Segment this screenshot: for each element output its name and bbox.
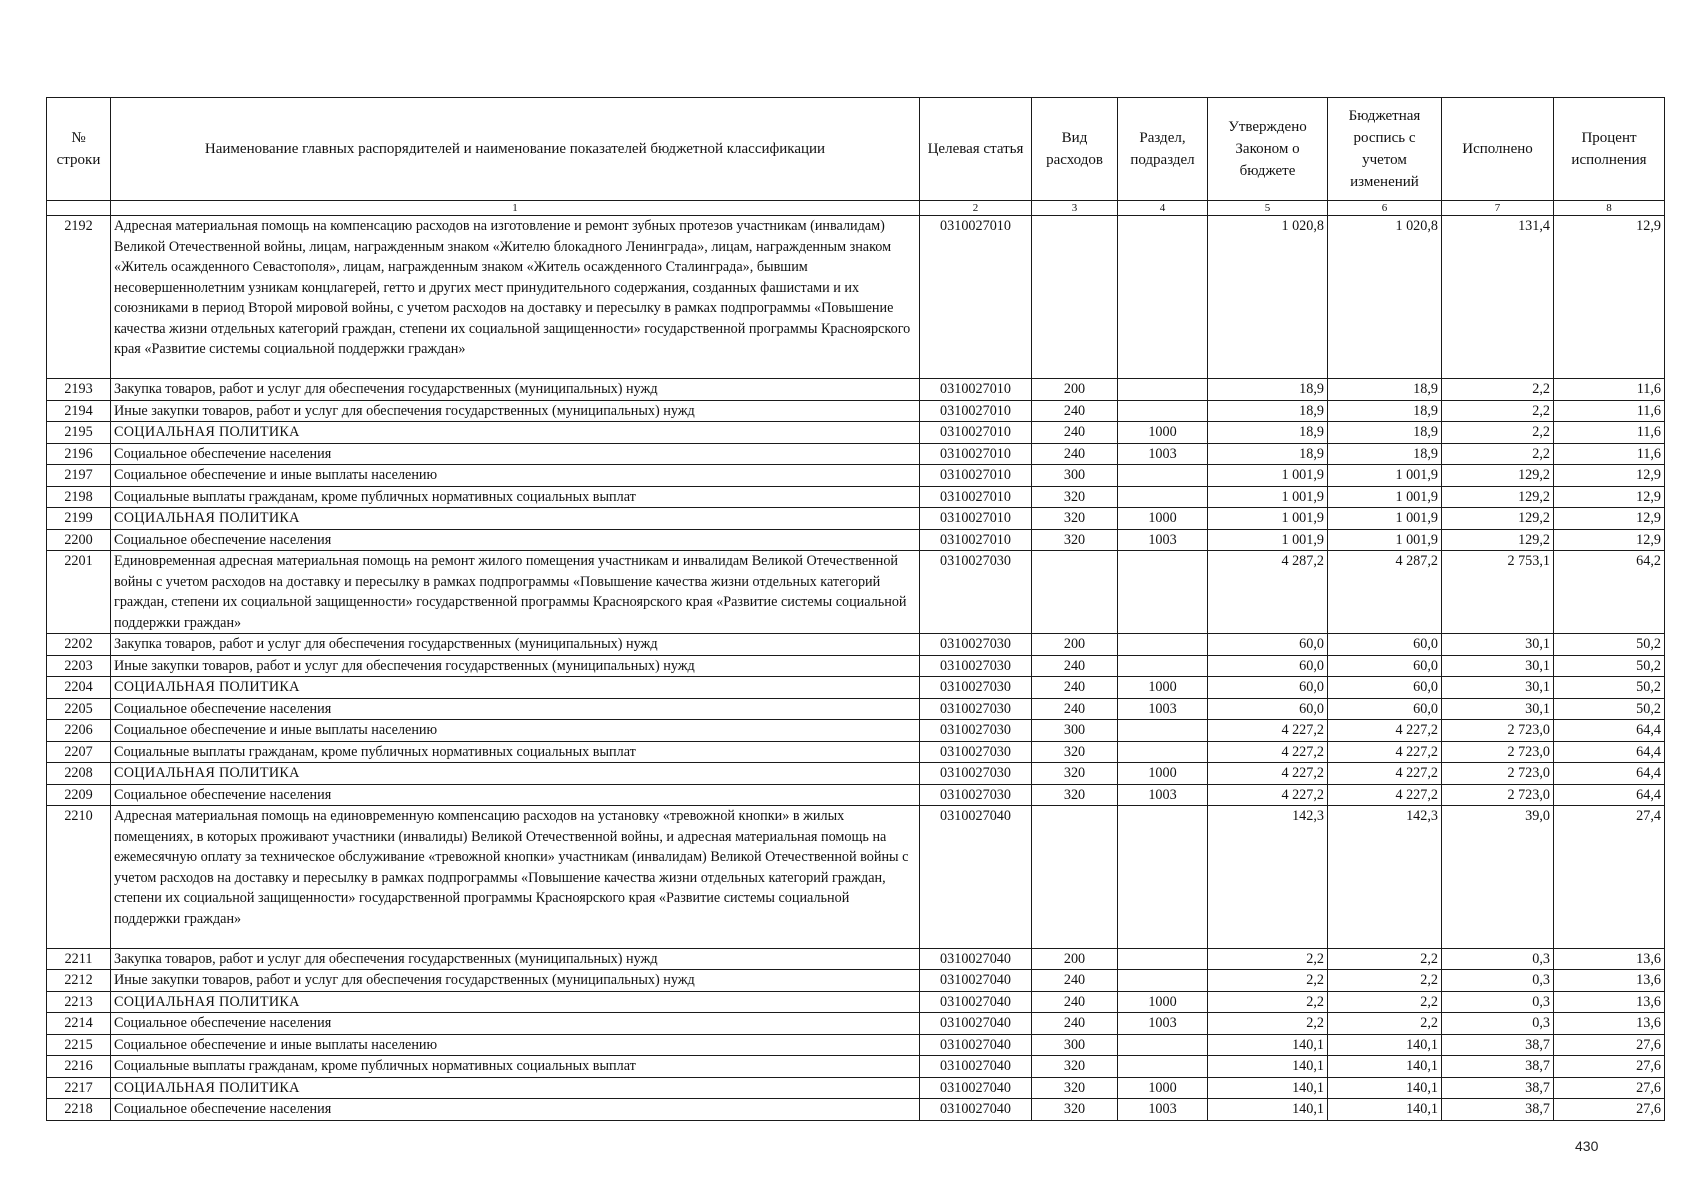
expense-kind-cell: 320 [1032,486,1118,508]
expense-kind-cell: 320 [1032,1077,1118,1099]
expense-kind-cell: 200 [1032,948,1118,970]
table-row [47,720,1665,742]
target-article-cell: 0310027040 [920,1034,1032,1056]
table-row [47,806,1665,949]
target-article-cell: 0310027030 [920,677,1032,699]
execution-percent-cell: 50,2 [1554,698,1665,720]
row-number-cell: 2199 [47,508,111,530]
section-subsection-cell [1118,551,1208,634]
expense-kind-cell: 320 [1032,508,1118,530]
indicator-name-cell: Социальное обеспечение населения [111,1099,920,1121]
col-number: 1 [111,201,920,216]
target-article-cell: 0310027040 [920,948,1032,970]
executed-amount-cell: 2 753,1 [1442,551,1554,634]
row-number-cell: 2193 [47,379,111,401]
approved-amount-cell: 18,9 [1208,379,1328,401]
section-subsection-cell [1118,1034,1208,1056]
row-number-cell: 2216 [47,1056,111,1078]
section-subsection-cell: 1003 [1118,443,1208,465]
execution-percent-cell: 64,4 [1554,720,1665,742]
col-number-empty [47,201,111,216]
executed-amount-cell: 129,2 [1442,529,1554,551]
executed-amount-cell: 129,2 [1442,486,1554,508]
budget-list-amount-cell: 18,9 [1328,379,1442,401]
section-subsection-cell: 1003 [1118,784,1208,806]
budget-list-amount-cell: 4 287,2 [1328,551,1442,634]
target-article-cell: 0310027010 [920,379,1032,401]
row-number-cell: 2215 [47,1034,111,1056]
expense-kind-cell: 240 [1032,655,1118,677]
header-row [47,98,1665,201]
target-article-cell: 0310027010 [920,508,1032,530]
col-number: 4 [1118,201,1208,216]
indicator-name-cell: Социальное обеспечение населения [111,784,920,806]
table-row [47,529,1665,551]
target-article-cell: 0310027010 [920,443,1032,465]
indicator-name-cell: СОЦИАЛЬНАЯ ПОЛИТИКА [111,1077,920,1099]
row-number-cell: 2212 [47,970,111,992]
target-article-cell: 0310027010 [920,400,1032,422]
table-row [47,1056,1665,1078]
table-row [47,216,1665,379]
target-article-cell: 0310027030 [920,720,1032,742]
approved-amount-cell: 18,9 [1208,443,1328,465]
approved-amount-cell: 140,1 [1208,1077,1328,1099]
section-subsection-cell [1118,655,1208,677]
col-header-target: Целевая статья [920,98,1032,201]
section-subsection-cell: 1000 [1118,508,1208,530]
executed-amount-cell: 30,1 [1442,634,1554,656]
indicator-name-cell: Социальное обеспечение населения [111,698,920,720]
executed-amount-cell: 38,7 [1442,1099,1554,1121]
row-number-cell: 2203 [47,655,111,677]
indicator-name-cell: Социальное обеспечение и иные выплаты населению [111,720,920,742]
table-row [47,948,1665,970]
expense-kind-cell: 240 [1032,422,1118,444]
expense-kind-cell: 240 [1032,1013,1118,1035]
target-article-cell: 0310027030 [920,634,1032,656]
budget-list-amount-cell: 18,9 [1328,422,1442,444]
section-subsection-cell [1118,486,1208,508]
execution-percent-cell: 13,6 [1554,991,1665,1013]
approved-amount-cell: 1 020,8 [1208,216,1328,379]
section-subsection-cell: 1000 [1118,677,1208,699]
section-subsection-cell [1118,379,1208,401]
expense-kind-cell [1032,806,1118,949]
table-row [47,1034,1665,1056]
approved-amount-cell: 4 287,2 [1208,551,1328,634]
indicator-name-cell: Иные закупки товаров, работ и услуг для обеспечения государственных (муниципальных) нужд [111,970,920,992]
executed-amount-cell: 0,3 [1442,991,1554,1013]
section-subsection-cell [1118,400,1208,422]
expense-kind-cell: 300 [1032,1034,1118,1056]
column-number-row [47,201,1665,216]
row-number-cell: 2192 [47,216,111,379]
expense-kind-cell: 240 [1032,677,1118,699]
target-article-cell: 0310027030 [920,551,1032,634]
execution-percent-cell: 64,2 [1554,551,1665,634]
executed-amount-cell: 0,3 [1442,1013,1554,1035]
row-number-cell: 2211 [47,948,111,970]
section-subsection-cell [1118,720,1208,742]
budget-list-amount-cell: 4 227,2 [1328,763,1442,785]
approved-amount-cell: 1 001,9 [1208,529,1328,551]
target-article-cell: 0310027010 [920,422,1032,444]
row-number-cell: 2207 [47,741,111,763]
col-header-percent: Процент исполнения [1554,98,1665,201]
indicator-name-cell: СОЦИАЛЬНАЯ ПОЛИТИКА [111,991,920,1013]
budget-list-amount-cell: 4 227,2 [1328,741,1442,763]
execution-percent-cell: 13,6 [1554,1013,1665,1035]
approved-amount-cell: 4 227,2 [1208,784,1328,806]
executed-amount-cell: 38,7 [1442,1077,1554,1099]
indicator-name-cell: Закупка товаров, работ и услуг для обеспечения государственных (муниципальных) нужд [111,948,920,970]
row-number-cell: 2202 [47,634,111,656]
budget-list-amount-cell: 142,3 [1328,806,1442,949]
budget-list-amount-cell: 1 001,9 [1328,465,1442,487]
executed-amount-cell: 2,2 [1442,400,1554,422]
target-article-cell: 0310027030 [920,698,1032,720]
expense-kind-cell: 200 [1032,379,1118,401]
executed-amount-cell: 2,2 [1442,443,1554,465]
approved-amount-cell: 142,3 [1208,806,1328,949]
executed-amount-cell: 0,3 [1442,970,1554,992]
expense-kind-cell: 240 [1032,970,1118,992]
execution-percent-cell: 27,6 [1554,1077,1665,1099]
execution-percent-cell: 11,6 [1554,400,1665,422]
col-header-section: Раздел, подраздел [1118,98,1208,201]
table-row [47,508,1665,530]
executed-amount-cell: 2,2 [1442,379,1554,401]
budget-list-amount-cell: 2,2 [1328,1013,1442,1035]
target-article-cell: 0310027030 [920,763,1032,785]
approved-amount-cell: 18,9 [1208,422,1328,444]
executed-amount-cell: 30,1 [1442,655,1554,677]
section-subsection-cell: 1003 [1118,698,1208,720]
approved-amount-cell: 2,2 [1208,991,1328,1013]
execution-percent-cell: 12,9 [1554,529,1665,551]
executed-amount-cell: 2,2 [1442,422,1554,444]
expense-kind-cell [1032,551,1118,634]
col-header-name: Наименование главных распорядителей и наименование показателей бюджетной классификации [111,98,920,201]
approved-amount-cell: 140,1 [1208,1056,1328,1078]
execution-percent-cell: 13,6 [1554,970,1665,992]
indicator-name-cell: Социальное обеспечение и иные выплаты населению [111,1034,920,1056]
table-row [47,1077,1665,1099]
approved-amount-cell: 1 001,9 [1208,486,1328,508]
execution-percent-cell: 27,6 [1554,1099,1665,1121]
row-number-cell: 2218 [47,1099,111,1121]
budget-list-amount-cell: 1 020,8 [1328,216,1442,379]
target-article-cell: 0310027040 [920,991,1032,1013]
indicator-name-cell: Закупка товаров, работ и услуг для обеспечения государственных (муниципальных) нужд [111,379,920,401]
execution-percent-cell: 27,4 [1554,806,1665,949]
budget-list-amount-cell: 60,0 [1328,677,1442,699]
budget-list-amount-cell: 60,0 [1328,634,1442,656]
execution-percent-cell: 12,9 [1554,486,1665,508]
target-article-cell: 0310027010 [920,216,1032,379]
indicator-name-cell: Социальное обеспечение и иные выплаты населению [111,465,920,487]
target-article-cell: 0310027030 [920,784,1032,806]
execution-percent-cell: 12,9 [1554,508,1665,530]
executed-amount-cell: 131,4 [1442,216,1554,379]
table-row [47,422,1665,444]
indicator-name-cell: Социальные выплаты гражданам, кроме публичных нормативных социальных выплат [111,1056,920,1078]
col-header-kind: Вид расходов [1032,98,1118,201]
budget-list-amount-cell: 18,9 [1328,443,1442,465]
section-subsection-cell [1118,970,1208,992]
budget-execution-table [46,97,1665,1121]
approved-amount-cell: 18,9 [1208,400,1328,422]
executed-amount-cell: 2 723,0 [1442,720,1554,742]
table-row [47,551,1665,634]
indicator-name-cell: СОЦИАЛЬНАЯ ПОЛИТИКА [111,763,920,785]
approved-amount-cell: 60,0 [1208,634,1328,656]
row-number-cell: 2198 [47,486,111,508]
expense-kind-cell: 300 [1032,465,1118,487]
approved-amount-cell: 1 001,9 [1208,508,1328,530]
approved-amount-cell: 2,2 [1208,948,1328,970]
budget-list-amount-cell: 4 227,2 [1328,720,1442,742]
section-subsection-cell [1118,216,1208,379]
approved-amount-cell: 140,1 [1208,1099,1328,1121]
executed-amount-cell: 2 723,0 [1442,784,1554,806]
indicator-name-cell: Социальное обеспечение населения [111,529,920,551]
target-article-cell: 0310027040 [920,1077,1032,1099]
executed-amount-cell: 2 723,0 [1442,763,1554,785]
row-number-cell: 2209 [47,784,111,806]
execution-percent-cell: 27,6 [1554,1056,1665,1078]
expense-kind-cell: 240 [1032,991,1118,1013]
budget-list-amount-cell: 18,9 [1328,400,1442,422]
target-article-cell: 0310027010 [920,529,1032,551]
execution-percent-cell: 11,6 [1554,379,1665,401]
execution-percent-cell: 50,2 [1554,634,1665,656]
budget-list-amount-cell: 4 227,2 [1328,784,1442,806]
table-row [47,465,1665,487]
expense-kind-cell [1032,216,1118,379]
target-article-cell: 0310027030 [920,741,1032,763]
row-number-cell: 2217 [47,1077,111,1099]
indicator-name-cell: Иные закупки товаров, работ и услуг для обеспечения государственных (муниципальных) нужд [111,655,920,677]
table-row [47,400,1665,422]
section-subsection-cell [1118,806,1208,949]
table-row [47,1013,1665,1035]
table-row [47,763,1665,785]
table-header [47,98,1665,216]
section-subsection-cell [1118,1056,1208,1078]
table-row [47,991,1665,1013]
row-number-cell: 2208 [47,763,111,785]
table-row [47,741,1665,763]
col-number: 6 [1328,201,1442,216]
row-number-cell: 2204 [47,677,111,699]
table-row [47,784,1665,806]
budget-list-amount-cell: 140,1 [1328,1034,1442,1056]
budget-list-amount-cell: 60,0 [1328,655,1442,677]
budget-list-amount-cell: 140,1 [1328,1056,1442,1078]
table-row [47,1099,1665,1121]
expense-kind-cell: 320 [1032,741,1118,763]
col-header-executed: Исполнено [1442,98,1554,201]
executed-amount-cell: 0,3 [1442,948,1554,970]
expense-kind-cell: 320 [1032,529,1118,551]
section-subsection-cell: 1000 [1118,422,1208,444]
col-number: 5 [1208,201,1328,216]
expense-kind-cell: 320 [1032,784,1118,806]
indicator-name-cell: Социальные выплаты гражданам, кроме публичных нормативных социальных выплат [111,486,920,508]
budget-list-amount-cell: 2,2 [1328,991,1442,1013]
execution-percent-cell: 12,9 [1554,216,1665,379]
indicator-name-cell: Социальное обеспечение населения [111,443,920,465]
approved-amount-cell: 1 001,9 [1208,465,1328,487]
indicator-name-cell: СОЦИАЛЬНАЯ ПОЛИТИКА [111,508,920,530]
section-subsection-cell [1118,741,1208,763]
indicator-name-cell: Социальное обеспечение населения [111,1013,920,1035]
table-row [47,698,1665,720]
row-number-cell: 2201 [47,551,111,634]
row-number-cell: 2197 [47,465,111,487]
table-row [47,634,1665,656]
col-header-budget-list: Бюджетная роспись с учетом изменений [1328,98,1442,201]
section-subsection-cell: 1003 [1118,529,1208,551]
expense-kind-cell: 200 [1032,634,1118,656]
budget-list-amount-cell: 140,1 [1328,1099,1442,1121]
row-number-cell: 2205 [47,698,111,720]
indicator-name-cell: СОЦИАЛЬНАЯ ПОЛИТИКА [111,677,920,699]
execution-percent-cell: 11,6 [1554,422,1665,444]
execution-percent-cell: 64,4 [1554,784,1665,806]
col-number: 3 [1032,201,1118,216]
col-number: 2 [920,201,1032,216]
target-article-cell: 0310027040 [920,970,1032,992]
row-number-cell: 2213 [47,991,111,1013]
col-header-row-no: № строки [47,98,111,201]
execution-percent-cell: 64,4 [1554,741,1665,763]
col-number: 8 [1554,201,1665,216]
executed-amount-cell: 2 723,0 [1442,741,1554,763]
executed-amount-cell: 38,7 [1442,1056,1554,1078]
section-subsection-cell [1118,465,1208,487]
expense-kind-cell: 320 [1032,1056,1118,1078]
approved-amount-cell: 4 227,2 [1208,763,1328,785]
executed-amount-cell: 129,2 [1442,465,1554,487]
budget-list-amount-cell: 1 001,9 [1328,486,1442,508]
approved-amount-cell: 60,0 [1208,655,1328,677]
row-number-cell: 2195 [47,422,111,444]
section-subsection-cell: 1003 [1118,1013,1208,1035]
table-row [47,379,1665,401]
indicator-name-cell: Единовременная адресная материальная помощь на ремонт жилого помещения участникам и инвалидам Великой Отечественной войны с учетом расходов на доставку и пересылку в рамках подпрограммы «Повышение качества жизни отдельных категорий граждан, степени их социальной защищенности» государственной программы Красноярского края «Развитие системы социальной поддержки граждан» [111,551,920,634]
budget-report-sheet [46,97,1664,1121]
target-article-cell: 0310027040 [920,806,1032,949]
executed-amount-cell: 38,7 [1442,1034,1554,1056]
row-number-cell: 2194 [47,400,111,422]
budget-list-amount-cell: 60,0 [1328,698,1442,720]
execution-percent-cell: 50,2 [1554,677,1665,699]
table-row [47,443,1665,465]
indicator-name-cell: Иные закупки товаров, работ и услуг для обеспечения государственных (муниципальных) нужд [111,400,920,422]
approved-amount-cell: 4 227,2 [1208,741,1328,763]
executed-amount-cell: 30,1 [1442,677,1554,699]
budget-list-amount-cell: 140,1 [1328,1077,1442,1099]
indicator-name-cell: Закупка товаров, работ и услуг для обеспечения государственных (муниципальных) нужд [111,634,920,656]
row-number-cell: 2206 [47,720,111,742]
approved-amount-cell: 140,1 [1208,1034,1328,1056]
execution-percent-cell: 11,6 [1554,443,1665,465]
indicator-name-cell: СОЦИАЛЬНАЯ ПОЛИТИКА [111,422,920,444]
table-row [47,970,1665,992]
section-subsection-cell [1118,634,1208,656]
budget-list-amount-cell: 1 001,9 [1328,508,1442,530]
page-number: 430 [1575,1138,1599,1154]
section-subsection-cell: 1000 [1118,763,1208,785]
table-row [47,486,1665,508]
execution-percent-cell: 12,9 [1554,465,1665,487]
budget-list-amount-cell: 2,2 [1328,948,1442,970]
indicator-name-cell: Адресная материальная помощь на компенсацию расходов на изготовление и ремонт зубных протезов участникам (инвалидам) Великой Отечественной войны, лицам, награжденным знаком «Жителю блокадного Ленинграда», лицам, награжденным знаком «Житель осажденного Севастополя», лицам, награжденным знаком «Житель осажденного Сталинграда», бывшим несовершеннолетним узникам концлагерей, гетто и других мест принудительного содержания, созданных фашистами и их союзниками в период Второй мировой войны, с учетом расходов на доставку и пересылку в рамках подпрограммы «Повышение качества жизни отдельных категорий граждан, степени их социальной защищенности» государственной программы Красноярского края «Развитие системы социальной поддержки граждан» [111,216,920,379]
col-number: 7 [1442,201,1554,216]
executed-amount-cell: 30,1 [1442,698,1554,720]
executed-amount-cell: 39,0 [1442,806,1554,949]
approved-amount-cell: 2,2 [1208,1013,1328,1035]
approved-amount-cell: 4 227,2 [1208,720,1328,742]
target-article-cell: 0310027010 [920,486,1032,508]
execution-percent-cell: 50,2 [1554,655,1665,677]
target-article-cell: 0310027040 [920,1013,1032,1035]
section-subsection-cell [1118,948,1208,970]
approved-amount-cell: 60,0 [1208,677,1328,699]
row-number-cell: 2210 [47,806,111,949]
approved-amount-cell: 2,2 [1208,970,1328,992]
execution-percent-cell: 13,6 [1554,948,1665,970]
target-article-cell: 0310027030 [920,655,1032,677]
execution-percent-cell: 64,4 [1554,763,1665,785]
table-row [47,655,1665,677]
section-subsection-cell: 1003 [1118,1099,1208,1121]
row-number-cell: 2214 [47,1013,111,1035]
section-subsection-cell: 1000 [1118,1077,1208,1099]
table-body [47,216,1665,1121]
target-article-cell: 0310027040 [920,1056,1032,1078]
executed-amount-cell: 129,2 [1442,508,1554,530]
expense-kind-cell: 320 [1032,1099,1118,1121]
expense-kind-cell: 240 [1032,443,1118,465]
section-subsection-cell: 1000 [1118,991,1208,1013]
row-number-cell: 2200 [47,529,111,551]
indicator-name-cell: Социальные выплаты гражданам, кроме публичных нормативных социальных выплат [111,741,920,763]
expense-kind-cell: 240 [1032,698,1118,720]
expense-kind-cell: 240 [1032,400,1118,422]
approved-amount-cell: 60,0 [1208,698,1328,720]
col-header-approved: Утверждено Законом о бюджете [1208,98,1328,201]
budget-list-amount-cell: 1 001,9 [1328,529,1442,551]
budget-list-amount-cell: 2,2 [1328,970,1442,992]
target-article-cell: 0310027040 [920,1099,1032,1121]
indicator-name-cell: Адресная материальная помощь на единовременную компенсацию расходов на установку «тревожной кнопки» в жилых помещениях, в которых проживают участники (инвалиды) Великой Отечественной войны, и адресная материальная помощь на ежемесячную оплату за техническое обслуживание «тревожной кнопки» участникам (инвалидам) Великой Отечественной войны с учетом расходов на доставку и пересылку в рамках подпрограммы «Повышение качества жизни отдельных категорий граждан, степени их социальной защищенности» государственной программы Красноярского края «Развитие системы социальной поддержки граждан» [111,806,920,949]
table-row [47,677,1665,699]
execution-percent-cell: 27,6 [1554,1034,1665,1056]
expense-kind-cell: 300 [1032,720,1118,742]
row-number-cell: 2196 [47,443,111,465]
target-article-cell: 0310027010 [920,465,1032,487]
expense-kind-cell: 320 [1032,763,1118,785]
